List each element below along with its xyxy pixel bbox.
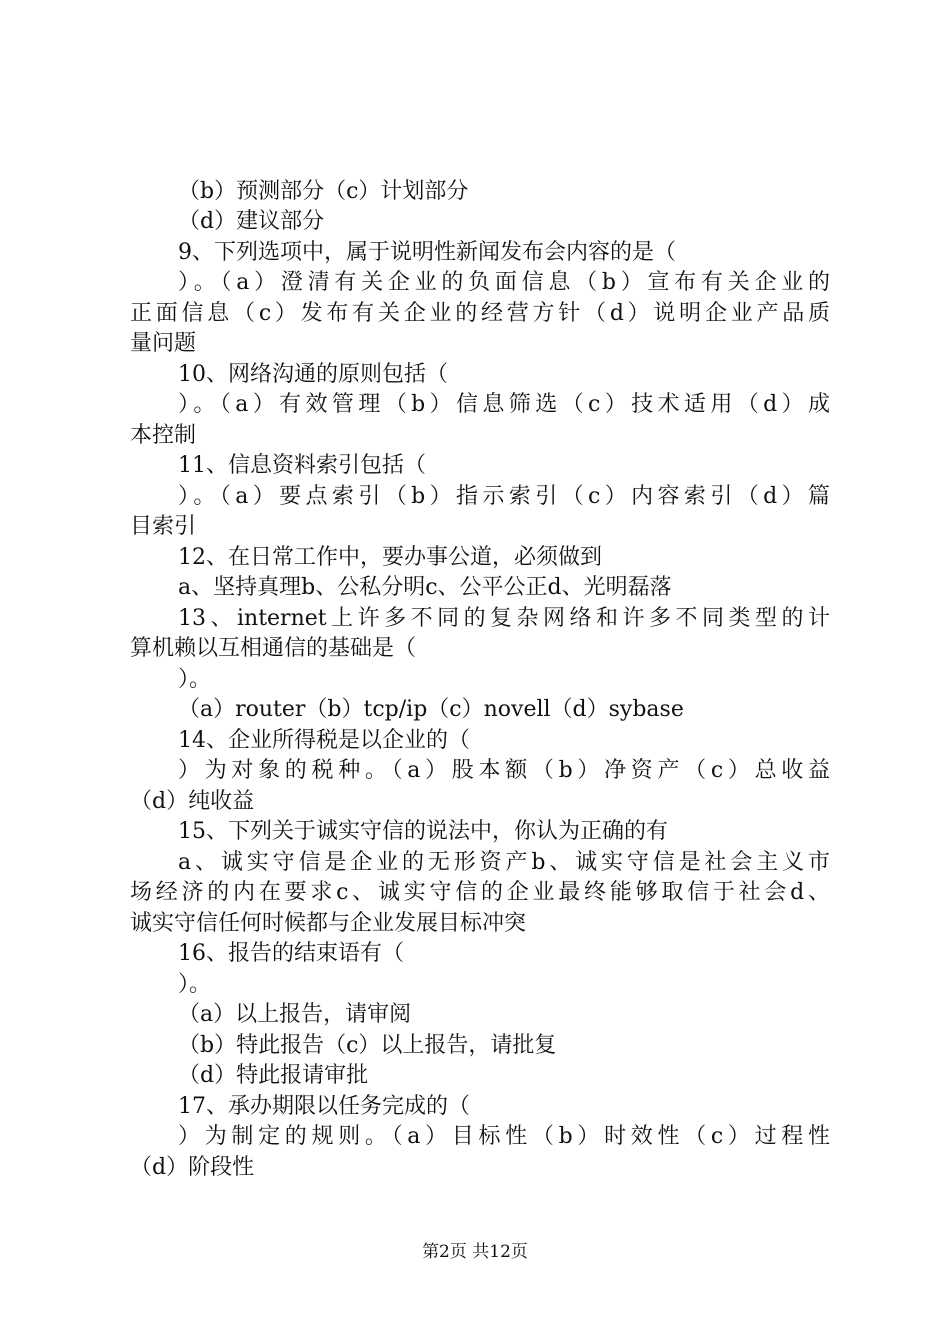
text-line-6: 量问题 xyxy=(130,331,197,356)
text-line-8: ）。（a）有效管理（b）信息筛选（c）技术适用（d）成 xyxy=(178,392,830,417)
text-line-28: （a）以上报告，请审阅 xyxy=(178,1002,412,1027)
question-15: 15、下列关于诚实守信的说法中，你认为正确的有 xyxy=(178,819,668,844)
text-line-5: 正面信息（c）发布有关企业的经营方针（d）说明企业产品质 xyxy=(130,301,830,326)
text-line-16: 算机赖以互相通信的基础是（ xyxy=(130,636,417,661)
text-line-11: ）。（a）要点索引（b）指示索引（c）内容索引（d）篇 xyxy=(178,484,830,509)
text-line-32: ）为制定的规则。（a）目标性（b）时效性（c）过程性 xyxy=(178,1124,830,1149)
text-line-20: ）为对象的税种。（a）股本额（b）净资产（c）总收益 xyxy=(178,758,830,783)
text-line-1: （b）预测部分（c）计划部分 xyxy=(178,179,469,204)
text-line-25: 诚实守信任何时候都与企业发展目标冲突 xyxy=(130,911,527,936)
text-line-30: （d）特此报请审批 xyxy=(178,1063,369,1088)
text-line-17: ）。 xyxy=(178,667,212,692)
question-10: 10、网络沟通的原则包括（ xyxy=(178,362,448,387)
text-line-9: 本控制 xyxy=(130,423,197,448)
text-line-24: 场经济的内在要求c、诚实守信的企业最终能够取信于社会d、 xyxy=(130,880,830,905)
text-line-29: （b）特此报告（c）以上报告，请批复 xyxy=(178,1033,557,1058)
text-line-21: （d）纯收益 xyxy=(130,789,255,814)
text-line-27: ）。 xyxy=(178,972,212,997)
text-line-33: （d）阶段性 xyxy=(130,1155,255,1180)
text-line-23: a、诚实守信是企业的无形资产b、诚实守信是社会主义市 xyxy=(178,850,830,875)
text-line-4: ）。（a）澄清有关企业的负面信息（b）宣布有关企业的 xyxy=(178,270,830,295)
page-footer: 第2页 共12页 xyxy=(422,1242,528,1262)
text-line-18: （a）router（b）tcp/ip（c）novell（d）sybase xyxy=(178,697,684,722)
question-16: 16、报告的结束语有（ xyxy=(178,941,404,966)
question-14: 14、企业所得税是以企业的（ xyxy=(178,728,470,753)
question-11: 11、信息资料索引包括（ xyxy=(178,453,426,478)
question-9: 9、下列选项中，属于说明性新闻发布会内容的是（ xyxy=(178,240,676,265)
question-17: 17、承办期限以任务完成的（ xyxy=(178,1094,470,1119)
text-line-2: （d）建议部分 xyxy=(178,209,325,234)
text-line-12: 目索引 xyxy=(130,514,197,539)
question-12: 12、在日常工作中，要办事公道，必须做到 xyxy=(178,545,602,570)
text-line-14: a、坚持真理b、公私分明c、公平公正d、光明磊落 xyxy=(178,575,672,600)
question-13: 13、internet上许多不同的复杂网络和许多不同类型的计 xyxy=(178,606,830,631)
